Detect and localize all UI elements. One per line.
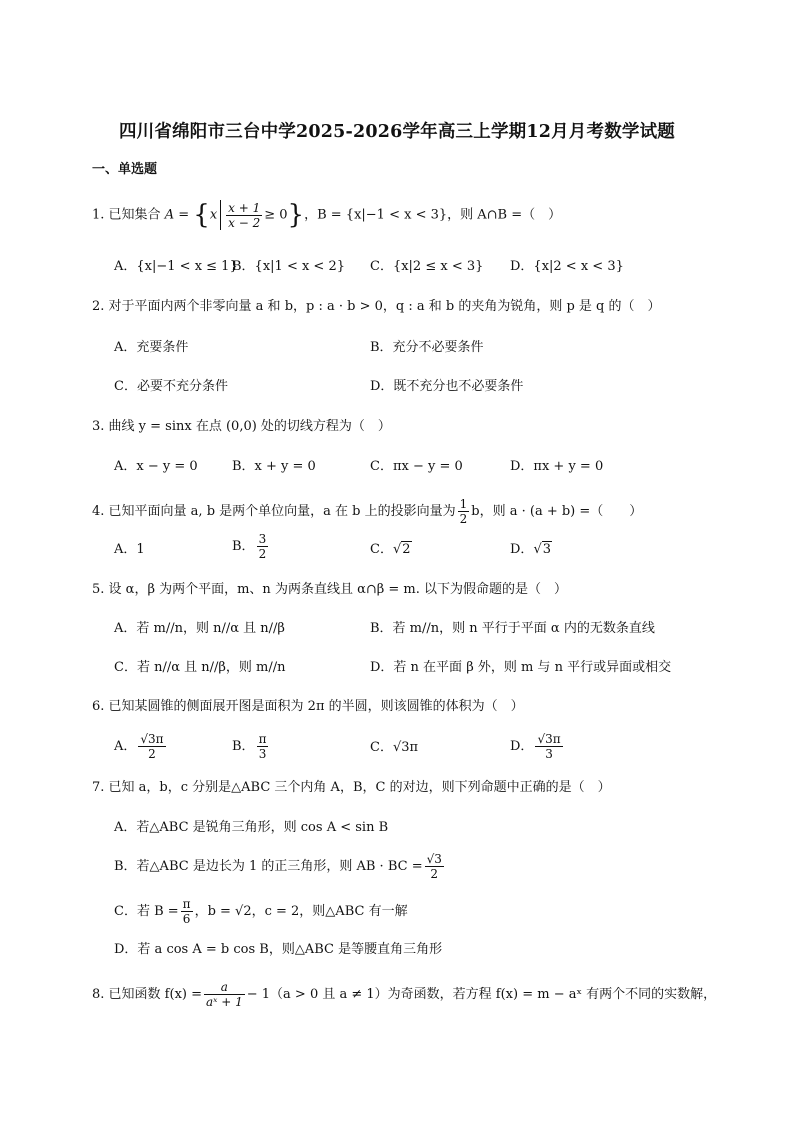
option-c[interactable]: C．必要不充分条件 xyxy=(114,379,228,394)
option-a[interactable]: A．{x|−1 < x ≤ 1} xyxy=(114,259,238,274)
question-stem: 已知集合 xyxy=(108,207,161,223)
option-a[interactable]: A．x − y = 0 xyxy=(114,459,198,474)
option-c[interactable]: C．√3π xyxy=(370,740,419,755)
option-c[interactable]: C．若 B = $\frac{\pi}{6}$ ，b = √2，c = 2，则△ABC 有一解 xyxy=(114,897,408,926)
question-number: 4. xyxy=(92,504,105,519)
fraction: $\frac{1}{2}$ xyxy=(459,497,468,526)
question-2 xyxy=(92,297,661,317)
option-d[interactable]: D．πx + y = 0 xyxy=(510,459,604,474)
option-d[interactable]: D．既不充分也不必要条件 xyxy=(370,379,524,394)
left-brace: { xyxy=(193,200,210,230)
question-stem-tail: ，B = {x|−1 < x < 3}，则 A∩B =（ ） xyxy=(304,207,562,223)
question-number: 1. xyxy=(92,207,105,223)
option-b[interactable]: B．若△ABC 是边长为 1 的正三角形，则 AB · BC = $\frac{√3}{2}$ xyxy=(114,852,442,881)
question-3 xyxy=(92,417,391,437)
question-5 xyxy=(92,580,567,600)
question-number: 5. xyxy=(92,582,105,597)
question-6 xyxy=(92,697,524,717)
option-c[interactable]: C．若 n//α 且 n//β，则 m//n xyxy=(114,660,286,675)
option-d[interactable]: D． $\frac{√3\pi}{3}$ xyxy=(510,732,561,761)
option-b[interactable]: B．{x|1 < x < 2} xyxy=(232,259,345,274)
option-a[interactable]: A．若△ABC 是锐角三角形，则 cos A < sin B xyxy=(114,820,389,835)
option-b[interactable]: B． $\frac{\pi}{3}$ xyxy=(232,732,267,761)
exam-title: 四川省绵阳市三台中学2025-2026学年高三上学期12月月考数学试题 xyxy=(118,122,676,142)
option-b[interactable]: B．x + y = 0 xyxy=(232,459,316,474)
fraction: $\frac{\pi}{3}$ xyxy=(258,732,267,761)
question-stem: 设 α，β 为两个平面，m、n 为两条直线且 α∩β = m. 以下为假命题的是（ ） xyxy=(108,582,568,597)
sqrt: √2 xyxy=(392,542,411,557)
option-d[interactable]: D．{x|2 < x < 3} xyxy=(510,259,624,274)
section-heading: 一、单选题 xyxy=(92,162,158,177)
question-7 xyxy=(92,778,611,798)
set-variable: x xyxy=(209,207,218,223)
question-stem: 已知 a，b，c 分别是△ABC 三个内角 A，B，C 的对边，则下列命题中正确的是（ ） xyxy=(108,780,611,795)
question-stem: 已知函数 f(x) = xyxy=(108,987,202,1002)
option-a[interactable]: A．若 m//n，则 n//α 且 n//β xyxy=(114,621,285,636)
question-number: 2. xyxy=(92,299,105,314)
question-stem: 曲线 y = sinx 在点 (0,0) 处的切线方程为（ ） xyxy=(108,419,391,434)
fraction: $\frac{x + 1}{x - 2}$ xyxy=(228,200,261,230)
option-c[interactable]: C．πx − y = 0 xyxy=(370,459,463,474)
option-c[interactable]: C．{x|2 ≤ x < 3} xyxy=(370,259,484,274)
option-d[interactable]: D．若 n 在平面 β 外，则 m 与 n 平行或异面或相交 xyxy=(370,660,672,675)
set-bar xyxy=(220,200,221,230)
fraction: $\frac{a}{\text{aˣ + 1}}$ xyxy=(206,980,243,1009)
option-b[interactable]: B．若 m//n，则 n 平行于平面 α 内的无数条直线 xyxy=(370,621,655,636)
set-label: A xyxy=(164,207,175,223)
option-a[interactable]: A．充要条件 xyxy=(114,340,189,355)
question-1: 1. 已知集合 A = {x $\frac{x + 1}{x - 2}$ ≥ 0}，B = {x|−1 < x < 3}，则 A∩B =（ ） xyxy=(92,200,562,230)
fraction: $\frac{√3\pi}{3}$ xyxy=(537,732,561,761)
question-number: 7. xyxy=(92,780,105,795)
question-number: 8. xyxy=(92,987,105,1002)
inequality: ≥ 0 xyxy=(264,207,288,223)
question-8 xyxy=(92,980,716,1009)
question-stem-tail: b，则 a · (a + b) =（ ） xyxy=(471,504,643,519)
right-brace: } xyxy=(287,200,305,230)
question-stem-tail: − 1（a > 0 且 a ≠ 1）为奇函数，若方程 f(x) = m − aˣ 有两个不同的实数解， xyxy=(246,987,717,1002)
question-number: 6. xyxy=(92,699,105,714)
fraction: $\frac{√3\pi}{2}$ xyxy=(140,732,164,761)
question-4 xyxy=(92,497,642,526)
option-b[interactable]: B． $\frac{3}{2}$ xyxy=(232,532,267,561)
option-b[interactable]: B．充分不必要条件 xyxy=(370,340,484,355)
fraction: $\frac{3}{2}$ xyxy=(258,532,267,561)
option-a[interactable]: A．1 xyxy=(114,542,145,557)
option-a[interactable]: A． $\frac{√3\pi}{2}$ xyxy=(114,732,164,761)
question-stem: 已知平面向量 a, b 是两个单位向量，a 在 b 上的投影向量为 xyxy=(108,504,456,519)
option-c[interactable]: C．√2 xyxy=(370,540,412,560)
question-number: 3. xyxy=(92,419,105,434)
question-stem: 已知某圆锥的侧面展开图是面积为 2π 的半圆，则该圆锥的体积为（ ） xyxy=(108,699,524,714)
option-d[interactable]: D．√3 xyxy=(510,540,552,560)
question-stem: 对于平面内两个非零向量 a 和 b，p : a · b > 0，q : a 和 b 的夹角为锐角，则 p 是 q 的（ ） xyxy=(108,299,661,314)
fraction: $\frac{\pi}{6}$ xyxy=(182,897,191,926)
option-d[interactable]: D．若 a cos A = b cos B，则△ABC 是等腰直角三角形 xyxy=(114,942,443,957)
fraction: $\frac{√3}{2}$ xyxy=(426,852,442,881)
sqrt: √3 xyxy=(533,542,552,557)
